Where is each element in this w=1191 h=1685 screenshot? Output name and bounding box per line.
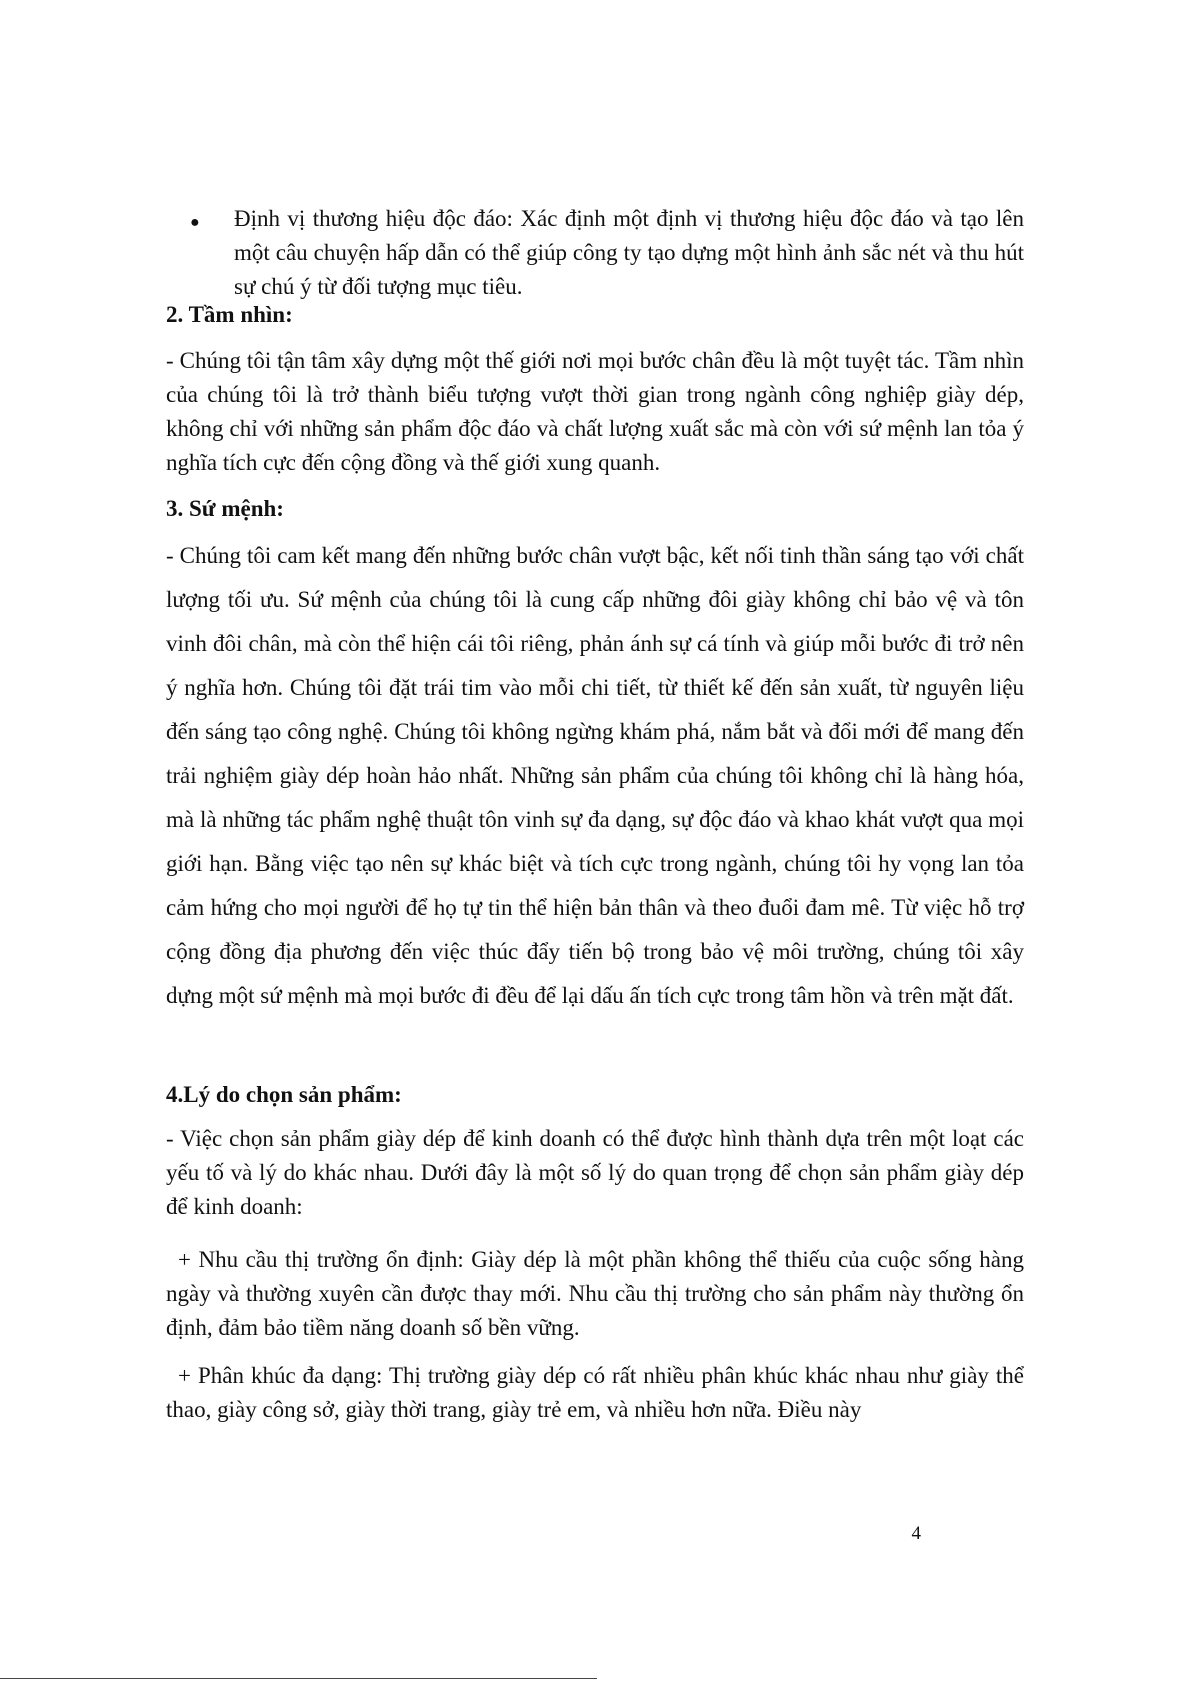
mission-heading: 3. Sứ mệnh: — [166, 496, 284, 521]
footer-divider — [0, 1678, 597, 1679]
reasons-intro: - Việc chọn sản phẩm giày dép để kinh doanh có thể được hình thành dựa trên một loạt các yếu tố và lý do khác nhau. Dưới đây là một số lý do quan trọng để chọn sản phẩm giày dép để kinh doanh: — [166, 1126, 1024, 1219]
mission-paragraph: - Chúng tôi cam kết mang đến những bước chân vượt bậc, kết nối tinh thần sáng tạo với chất lượng tối ưu. Sứ mệnh của chúng tôi là cung cấp những đôi giày không chỉ bảo vệ và tôn vinh đôi chân, mà còn thể hiện cái tôi riêng, phản ánh sự cá tính và giúp mỗi bước đi trở nên ý nghĩa hơn. Chúng tôi đặt trái tim vào mỗi chi tiết, từ thiết kế đến sản xuất, từ nguyên liệu đến sáng tạo công nghệ. Chúng tôi không ngừng khám phá, nắm bắt và đổi mới để mang đến trải nghiệm giày dép hoàn hảo nhất. Những sản phẩm của chúng tôi không chỉ là hàng hóa, mà là những tác phẩm nghệ thuật tôn vinh sự đa dạng, sự độc đáo và khao khát vượt qua mọi giới hạn. Bằng việc tạo nên sự khác biệt và tích cực trong ngành, chúng tôi hy vọng lan tỏa cảm hứng cho mọi người để họ tự tin thể hiện bản thân và theo đuổi đam mê. Từ việc hỗ trợ cộng đồng địa phương đến việc thúc đẩy tiến bộ trong bảo vệ môi trường, chúng tôi xây dựng một sứ mệnh mà mọi bước đi đều để lại dấu ấn tích cực trong tâm hồn và trên mặt đất. — [166, 543, 1024, 1008]
reason-item-segments: + Phân khúc đa dạng: Thị trường giày dép có rất nhiều phân khúc khác nhau như giày thể thao, giày công sở, giày thời trang, giày trẻ em, và nhiều hơn nữa. Điều này — [166, 1363, 1024, 1422]
reason-item-market-demand: + Nhu cầu thị trường ổn định: Giày dép là một phần không thể thiếu của cuộc sống hàng ngày và thường xuyên cần được thay mới. Nhu cầu thị trường cho sản phẩm này thường ổn định, đảm bảo tiềm năng doanh số bền vững. — [166, 1247, 1024, 1340]
vision-paragraph: - Chúng tôi tận tâm xây dựng một thế giới nơi mọi bước chân đều là một tuyệt tác. Tầm nhìn của chúng tôi là trở thành biểu tượng vượt thời gian trong ngành công nghiệp giày dép, không chỉ với những sản phẩm độc đáo và chất lượng xuất sắc mà còn với sứ mệnh lan tỏa ý nghĩa tích cực đến cộng đồng và thế giới xung quanh. — [166, 348, 1024, 475]
bullet-text: Định vị thương hiệu độc đáo: Xác định một định vị thương hiệu độc đáo và tạo lên một câu chuyện hấp dẫn có thể giúp công ty tạo dựng một hình ảnh sắc nét và thu hút sự chú ý từ đối tượng mục tiêu. — [234, 206, 1024, 299]
page-number: 4 — [911, 1523, 921, 1544]
bullet-icon: ● — [190, 214, 200, 231]
reasons-heading: 4.Lý do chọn sản phẩm: — [166, 1082, 402, 1107]
vision-heading: 2. Tầm nhìn: — [166, 302, 293, 327]
